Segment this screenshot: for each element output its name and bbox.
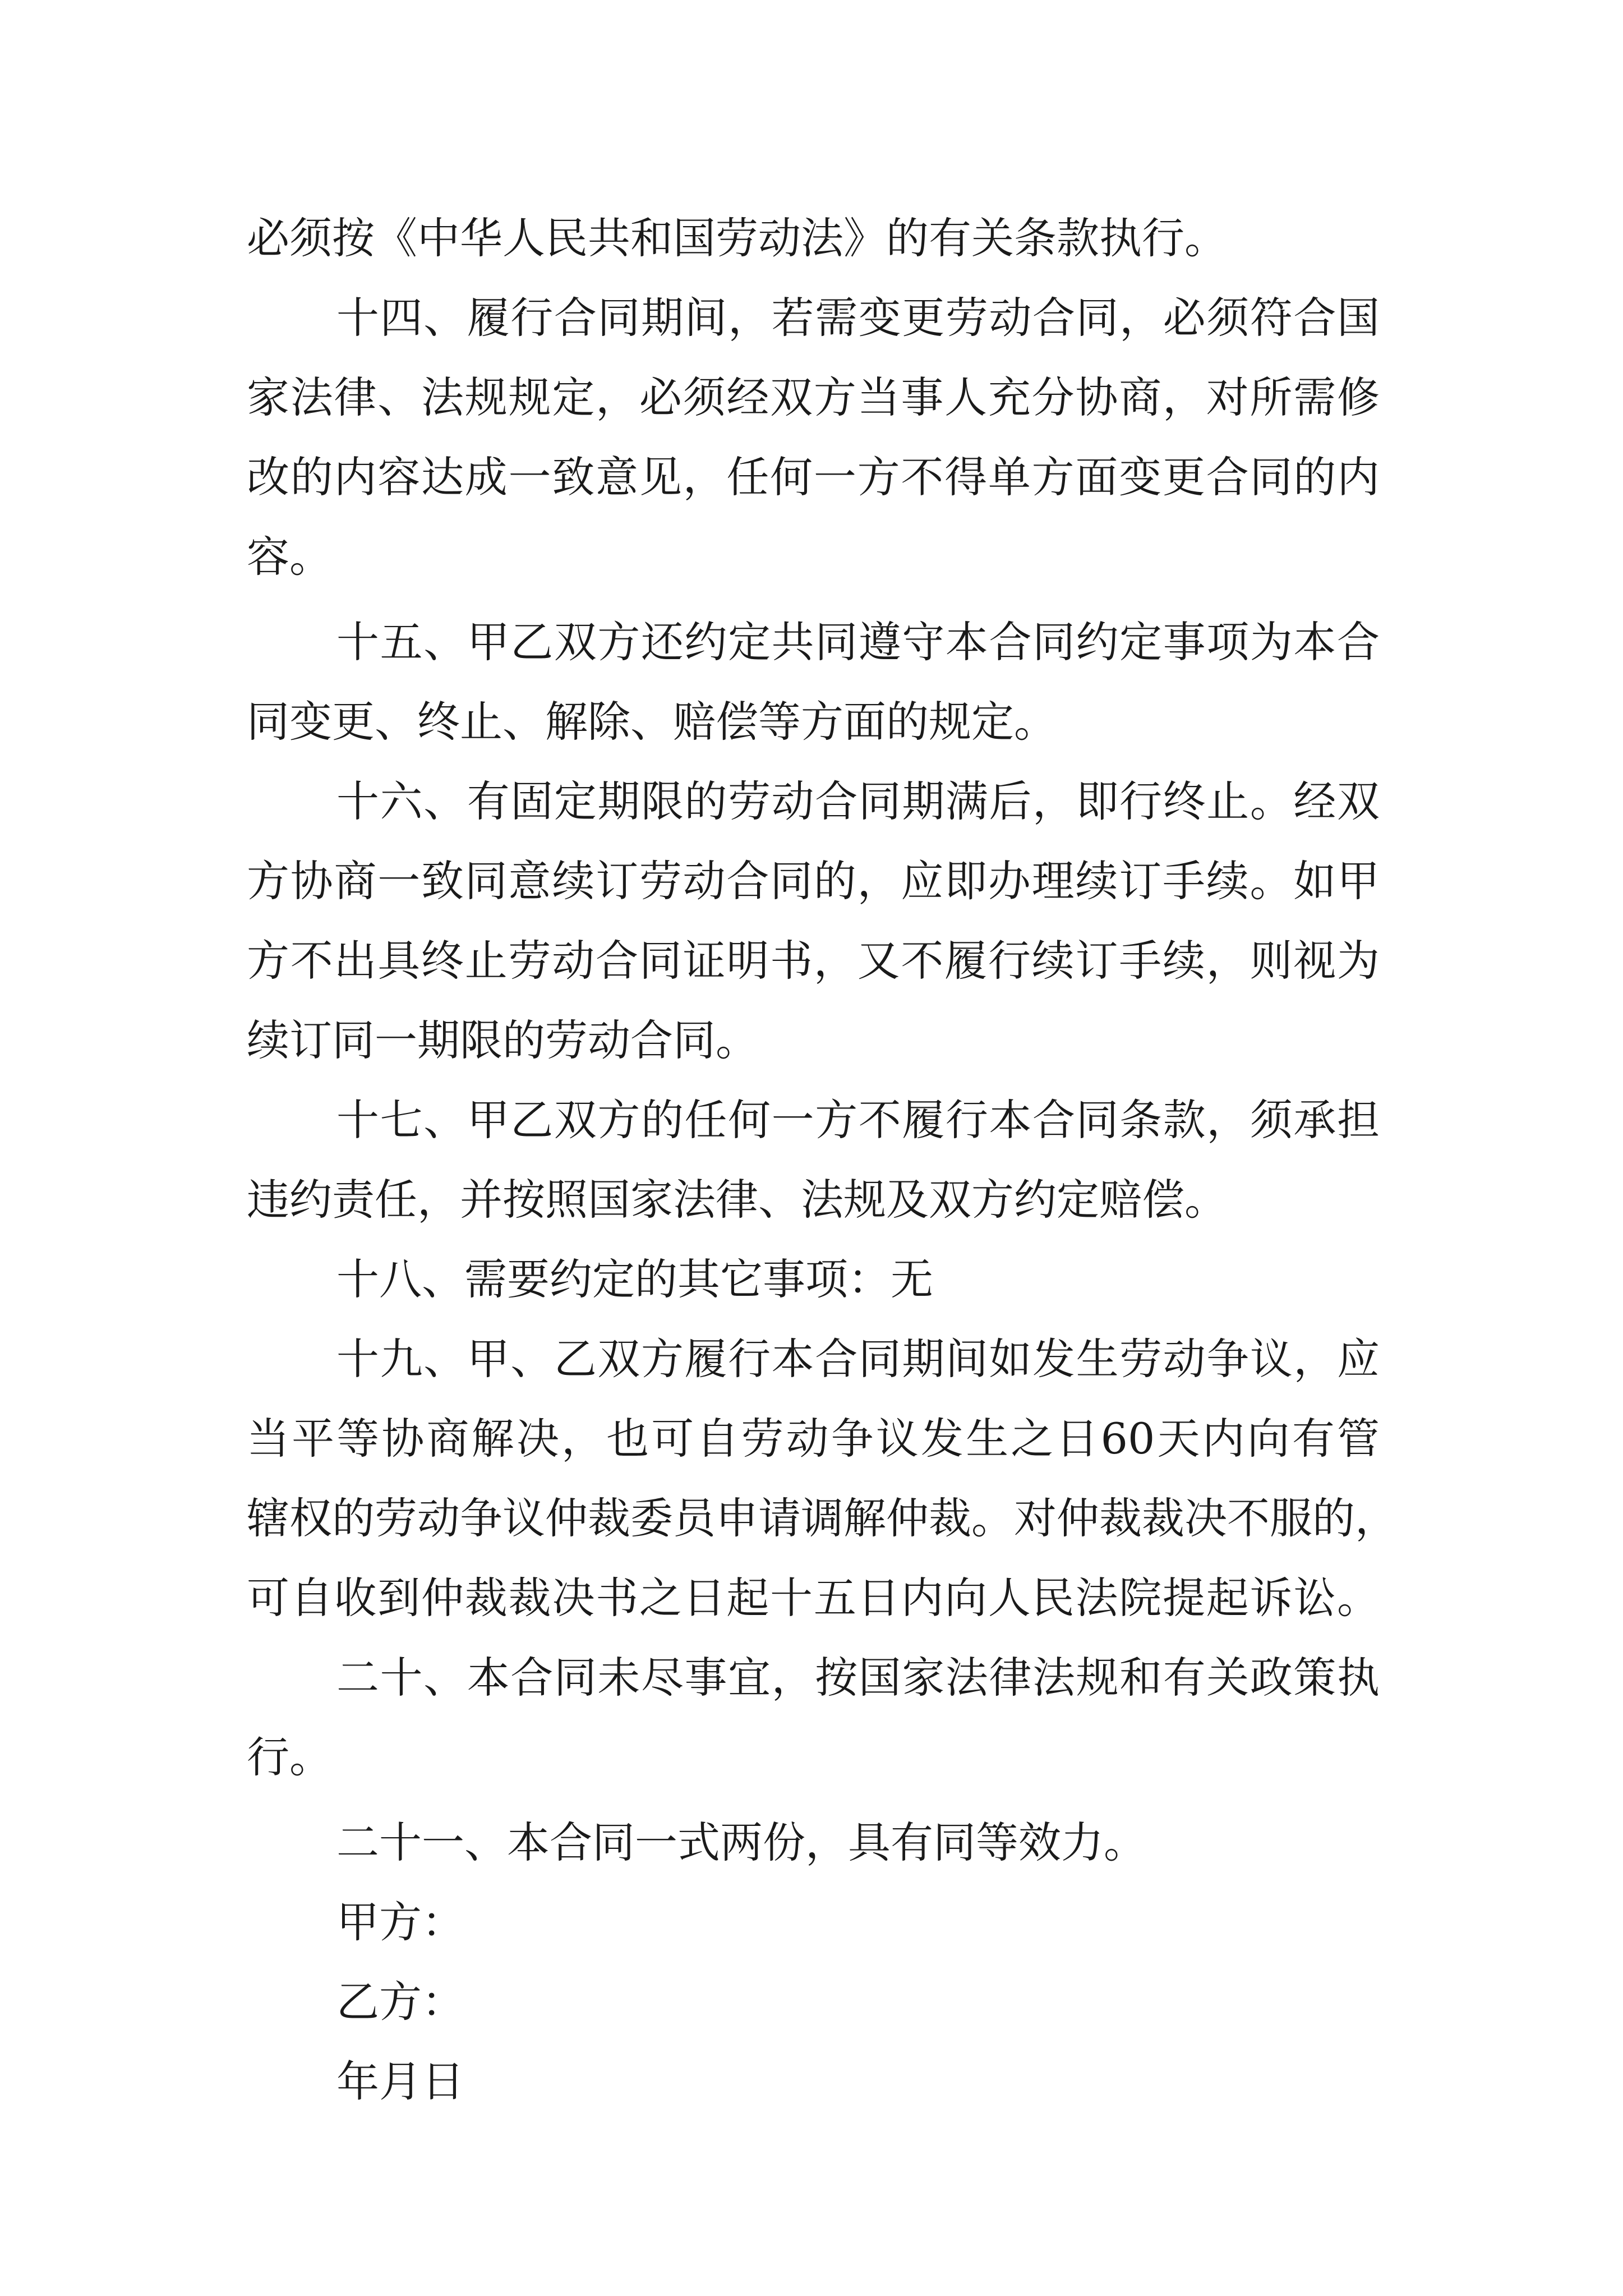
- clause-17-line-1: 十七、甲乙双方的任何一方不履行本合同条款，须承担: [336, 1095, 1380, 1145]
- clause-21: 二十一、本合同一式两份，具有同等效力。: [336, 1818, 1146, 1867]
- clause-18: 十八、需要约定的其它事项：无: [336, 1254, 933, 1304]
- date-label: 年月日: [336, 2056, 464, 2106]
- text-line: 同变更、终止、解除、赔偿等方面的规定。: [247, 697, 1057, 747]
- clause-14-line-1: 十四、履行合同期间，若需变更劳动合同，必须符合国: [336, 293, 1380, 343]
- text-line: 违约责任，并按照国家法律、法规及双方约定赔偿。: [247, 1175, 1227, 1225]
- text-line: 可自收到仲裁裁决书之日起十五日内向人民法院提起诉讼。: [247, 1573, 1380, 1623]
- clause-20-line-1: 二十、本合同未尽事宜，按国家法律法规和有关政策执: [336, 1653, 1380, 1703]
- clause-19-line-1: 十九、甲、乙双方履行本合同期间如发生劳动争议，应: [336, 1334, 1380, 1384]
- party-a-label: 甲方：: [336, 1897, 464, 1947]
- text-line: 辖权的劳动争议仲裁委员申请调解仲裁。对仲裁裁决不服的，: [247, 1493, 1398, 1543]
- text-line: 当平等协商解决，也可自劳动争议发生之日60天内向有管: [247, 1414, 1380, 1464]
- clause-16-line-1: 十六、有固定期限的劳动合同期满后，即行终止。经双: [336, 776, 1380, 826]
- text-line: 方协商一致同意续订劳动合同的，应即办理续订手续。如甲: [247, 856, 1380, 906]
- text-line: 家法律、法规规定，必须经双方当事人充分协商，对所需修: [247, 372, 1380, 422]
- text-line: 续订同一期限的劳动合同。: [247, 1015, 758, 1065]
- clause-15-line-1: 十五、甲乙双方还约定共同遵守本合同约定事项为本合: [336, 617, 1380, 667]
- text-line: 容。: [247, 532, 332, 582]
- text-line: 行。: [247, 1732, 332, 1782]
- text-line: 方不出具终止劳动合同证明书，又不履行续订手续，则视为: [247, 936, 1380, 986]
- text-line: 必须按《中华人民共和国劳动法》的有关条款执行。: [247, 213, 1227, 263]
- text-line: 改的内容达成一致意见，任何一方不得单方面变更合同的内: [247, 452, 1380, 502]
- party-b-label: 乙方：: [336, 1977, 464, 2027]
